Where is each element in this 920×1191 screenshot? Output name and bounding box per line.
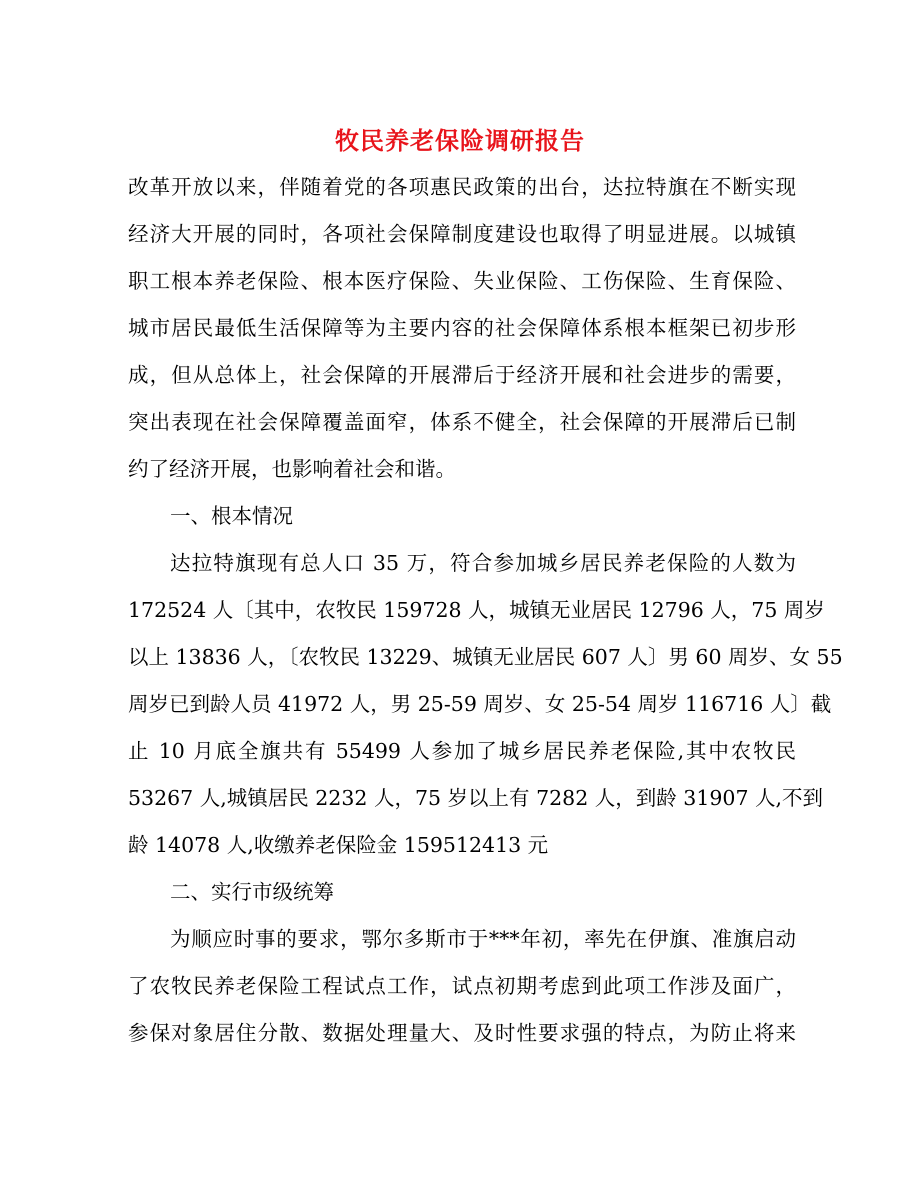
text-line: 172524 人〔其中，农牧民 159728 人，城镇无业居民 12796 人，75 周岁 [128,598,825,622]
paragraph [128,540,843,869]
text-line: 止 10 月底全旗共有 55499 人参加了城乡居民养老保险,其中农牧民 [128,739,796,763]
paragraph [128,164,796,493]
text-line: 周岁已到龄人员 41972 人，男 25-59 周岁、女 25-54 周岁 116716 人〕截 [128,692,832,716]
paragraph [128,869,796,916]
text-line: 城市居民最低生活保障等为主要内容的社会保障体系根本框架已初步形 [128,316,796,340]
paragraph [128,916,796,1057]
text-line: 成，但从总体上，社会保障的开展滞后于经济开展和社会进步的需要， [128,363,796,387]
text-line: 职工根本养老保险、根本医疗保险、失业保险、工伤保险、生育保险、 [128,269,796,293]
text-line: 约了经济开展，也影响着社会和谐。 [128,457,456,481]
text-line: 经济大开展的同时，各项社会保障制度建设也取得了明显进展。以城镇 [128,222,796,246]
text-line: 53267 人,城镇居民 2232 人，75 岁以上有 7282 人，到龄 31907 人,不到 [128,786,824,810]
text-line: 了农牧民养老保险工程试点工作，试点初期考虑到此项工作涉及面广， [128,974,796,998]
text-line: 二、实行市级统筹 [170,880,334,904]
document-body [128,164,843,1057]
text-line: 龄 14078 人,收缴养老保险金 159512413 元 [128,833,549,857]
text-line: 为顺应时事的要求，鄂尔多斯市于***年初，率先在伊旗、准旗启动 [170,927,796,951]
document-title: 牧民养老保险调研报告 [335,126,585,155]
text-line: 以上 13836 人，〔农牧民 13229、城镇无业居民 607 人〕男 60 周岁、女 55 [128,645,843,669]
text-line: 突出表现在社会保障覆盖面窄，体系不健全，社会保障的开展滞后已制 [128,410,796,434]
text-line: 参保对象居住分散、数据处理量大、及时性要求强的特点，为防止将来 [128,1021,796,1045]
text-line: 改革开放以来，伴随着党的各项惠民政策的出台，达拉特旗在不断实现 [128,175,796,199]
text-line: 一、根本情况 [170,504,293,528]
paragraph [128,493,796,540]
text-line: 达拉特旗现有总人口 35 万，符合参加城乡居民养老保险的人数为 [170,551,796,575]
